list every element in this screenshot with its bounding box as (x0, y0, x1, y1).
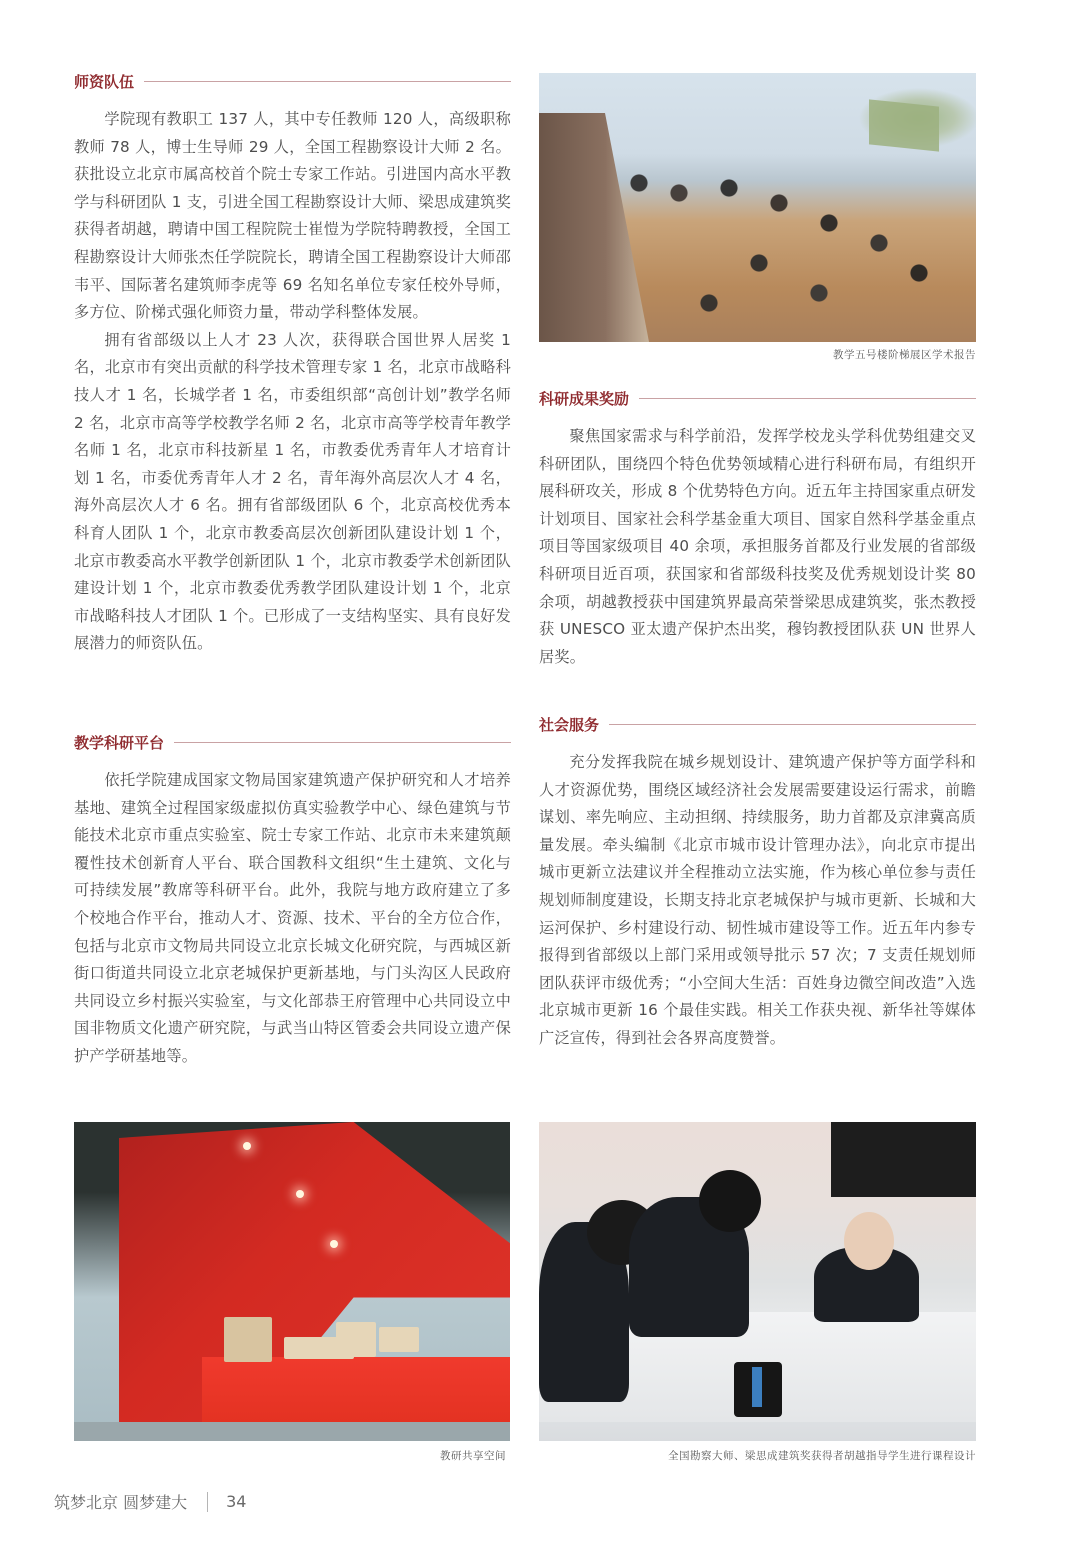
section-heading-platform (74, 731, 511, 753)
right-column-service (539, 713, 976, 1053)
footer-slogan: 筑梦北京 圆梦建大 (54, 1493, 188, 1512)
photo-stair-auditorium (539, 73, 976, 342)
photo-detail-floor (74, 1422, 510, 1441)
photo-detail-head (699, 1170, 761, 1232)
paragraph: 聚焦国家需求与科学前沿，发挥学校龙头学科优势组建交叉科研团队，围绕四个特色优势领域精心进行科研布局，有组织开展科研攻关，形成 8 个优势特色方向。近五年主持国家重点研发计划项目、国家社会科学基金重大项目、国家自然科学基金重点项目等国家级项目 40 余项，承担服务首都及行业发展的省部级科研项目近百项，获国家和省部级科技奖及优秀规划设计奖 80 余项，胡越教授获中国建筑界最高荣誉梁思成建筑奖，张杰教授获 UNESCO 亚太遗产保护杰出奖，穆钧教授团队获 UN 世界人居奖。 (539, 427, 976, 666)
section-title: 科研成果奖励 (539, 389, 630, 408)
photo-detail-model (224, 1317, 272, 1362)
heading-rule (144, 81, 511, 82)
photo-detail-projection (869, 99, 939, 151)
paragraph: 充分发挥我院在城乡规划设计、建筑遗产保护等方面学科和人才资源优势，围绕区域经济社会发展需要建设运行需求，前瞻谋划、率先响应、主动担纲、持续服务，助力首都及京津冀高质量发展。牵头编制《北京市城市设计管理办法》，向北京市提出城市更新立法建议并全程推动立法实施，作为核心单位参与责任规划师制度建设，长期支持北京老城保护与城市更新、长城和大运河保护、乡村建设行动、韧性城市建设等工作。近五年内参专报得到省部级以上部门采用或领导批示 57 次；7 支责任规划师团队获评市级优秀；“小空间大生活：百姓身边微空间改造”入选北京城市更新 16 个最佳实践。相关工作获央视、新华社等媒体广泛宣传，得到社会各界高度赞誉。 (539, 753, 976, 1047)
left-column-platform (74, 731, 511, 1071)
section-title: 师资队伍 (74, 72, 135, 91)
photo-detail-model (336, 1322, 376, 1357)
paragraph: 依托学院建成国家文物局国家建筑遗产保护研究和人才培养基地、建筑全过程国家级虚拟仿真实验教学中心、绿色建筑与节能技术北京市重点实验室、院士专家工作站、北京市未来建筑颠覆性技术创新育人平台、联合国教科文组织“生土建筑、文化与可持续发展”教席等科研平台。此外，我院与地方政府建立了多个校地合作平台，推动人才、资源、技术、平台的全方位合作，包括与北京市文物局共同设立北京长城文化研究院，与西城区新街口街道共同设立北京老城保护更新基地，与门头沟区人民政府共同设立乡村振兴实验室，与文化部恭王府管理中心共同设立中国非物质文化遗产研究院，与武当山特区管委会共同设立遗产保护产学研基地等。 (74, 771, 511, 1065)
section-title: 教学科研平台 (74, 733, 165, 752)
photo-caption: 教研共享空间 (440, 1450, 506, 1462)
section-heading-research (539, 387, 976, 409)
photo-detail-head (844, 1212, 894, 1270)
photo-shared-space (74, 1122, 510, 1441)
photo-detail-audience (619, 163, 959, 333)
photo-detail-blackboard (831, 1122, 976, 1197)
page-number: 34 (226, 1492, 247, 1511)
footer-divider (207, 1492, 208, 1512)
photo-detail-light (296, 1190, 304, 1198)
photo-detail-light (243, 1142, 251, 1150)
left-column (74, 70, 511, 658)
photo-caption: 教学五号楼阶梯展区学术报告 (833, 349, 976, 361)
photo-design-studio (539, 1122, 976, 1441)
right-column-research (539, 387, 976, 671)
heading-rule (174, 742, 511, 743)
heading-rule (639, 398, 976, 399)
paragraph: 拥有省部级以上人才 23 人次，获得联合国世界人居奖 1 名，北京市有突出贡献的科学技术管理专家 1 名，北京市战略科技人才 1 名，长城学者 1 名，市委组织部“高创计划”教学名师 2 名，北京市高等学校教学名师 2 名，北京市高等学校青年教学名师 1 名，北京市科技新星 1 名，市教委优秀青年人才培育计划 1 名，市委优秀青年人才 2 名，青年海外高层次人才 4 名，海外高层次人才 6 名。拥有省部级团队 6 个，北京高校优秀本科育人团队 1 个，北京市教委高层次创新团队建设计划 1 个，北京市教委高水平教学创新团队 1 个，北京市教委学术创新团队建设计划 1 个，北京市教委优秀教学团队建设计划 1 个，北京市战略科技人才团队 1 个。已形成了一支结构坚实、具有良好发展潜力的师资队伍。 (74, 330, 511, 653)
photo-detail-light (330, 1240, 338, 1248)
paragraph: 学院现有教职工 137 人，其中专任教师 120 人，高级职称教师 78 人，博士生导师 29 人，全国工程勘察设计大师 2 名。获批设立北京市属高校首个院士专家工作站。引进国内高水平教学与科研团队 1 支，引进全国工程勘察设计大师、梁思成建筑奖获得者胡越，聘请中国工程院院士崔愷为学院特聘教授，全国工程勘察设计大师张杰任学院院长，聘请全国工程勘察设计大师邵韦平、国际著名建筑师李虎等 69 名知名单位专家任校外导师，多方位、阶梯式强化师资力量，带动学科整体发展。 (74, 110, 511, 322)
photo-caption: 全国勘察大师、梁思成建筑奖获得者胡越指导学生进行课程设计 (668, 1450, 976, 1462)
page-footer (54, 1490, 246, 1513)
section-heading-faculty (74, 70, 511, 92)
heading-rule (609, 724, 976, 725)
section-heading-service (539, 713, 976, 735)
photo-detail-bag (734, 1362, 782, 1417)
photo-detail-model (379, 1327, 419, 1352)
section-title: 社会服务 (539, 715, 600, 734)
